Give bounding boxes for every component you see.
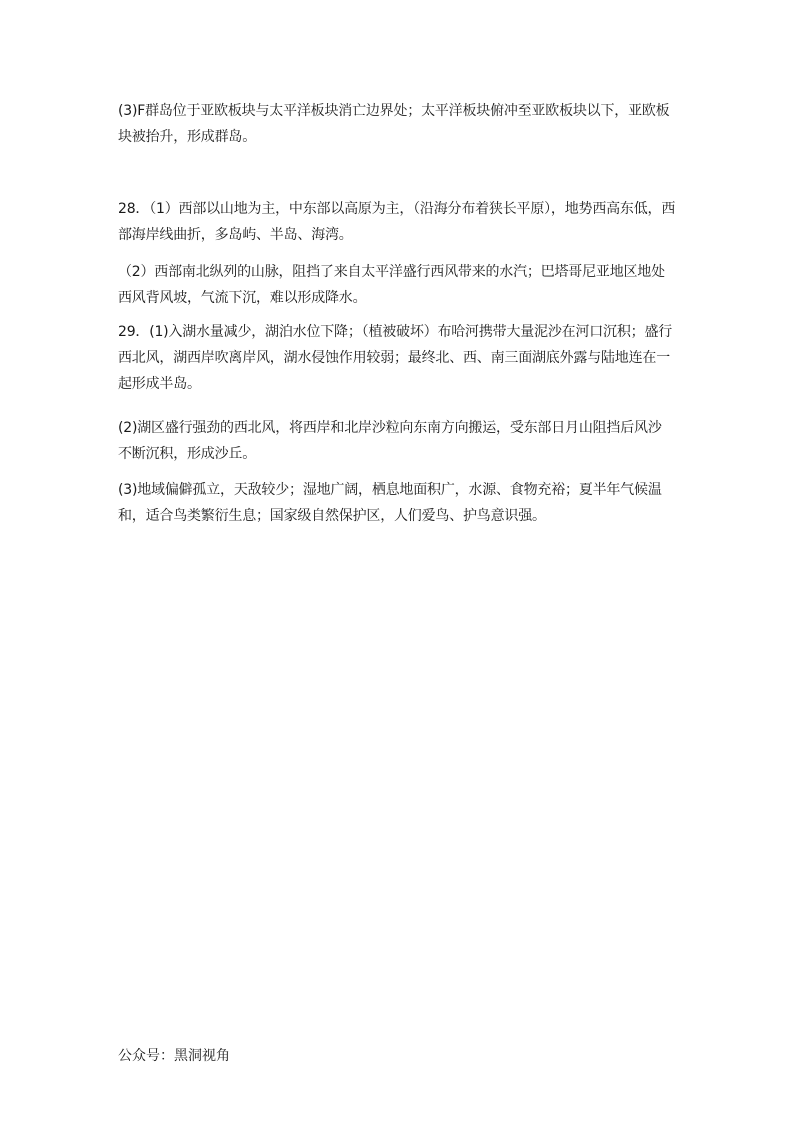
text-line: （2）西部南北纵列的山脉，阻挡了来自太平洋盛行西风带来的水汽；巴塔哥尼亚地区地处 — [118, 264, 665, 280]
answer-29-part-2 — [118, 415, 684, 467]
text-line: (3)地域偏僻孤立，天敌较少；湿地广阔，栖息地面积广，水源、食物充裕；夏半年气候温 — [118, 482, 662, 498]
text-line: 起形成半岛。 — [118, 376, 201, 392]
answer-28-part-1 — [118, 196, 684, 248]
text-line: 和，适合鸟类繁衍生息；国家级自然保护区，人们爱鸟、护鸟意识强。 — [118, 508, 546, 524]
text-line: 29．(1)入湖水量减少，湖泊水位下降；（植被破坏）布哈河携带大量泥沙在河口沉积；盛行 — [118, 324, 673, 340]
answer-27-part-3 — [118, 98, 684, 150]
text-line: 块被抬升，形成群岛。 — [118, 129, 256, 145]
text-line: 28．（1）西部以山地为主，中东部以高原为主，（沿海分布着狭长平原），地势西高东低，西 — [118, 201, 676, 217]
text-line: 西北风，湖西岸吹离岸风，湖水侵蚀作用较弱；最终北、西、南三面湖底外露与陆地连在一 — [118, 350, 670, 366]
answer-29-part-1 — [118, 319, 684, 397]
text-line: (2)湖区盛行强劲的西北风，将西岸和北岸沙粒向东南方向搬运，受东部日月山阻挡后风沙 — [118, 420, 662, 436]
footer-watermark-text: 公众号：黑洞视角 — [118, 1048, 230, 1064]
text-line: 不断沉积，形成沙丘。 — [118, 446, 256, 462]
answer-28-part-2 — [118, 259, 684, 311]
text-line: 部海岸线曲折，多岛屿、半岛、海湾。 — [118, 227, 353, 243]
answer-29-part-3 — [118, 477, 684, 529]
text-line: (3)F群岛位于亚欧板块与太平洋板块消亡边界处；太平洋板块俯冲至亚欧板块以下，亚欧板 — [118, 103, 670, 119]
text-line: 西风背风坡，气流下沉，难以形成降水。 — [118, 290, 367, 306]
